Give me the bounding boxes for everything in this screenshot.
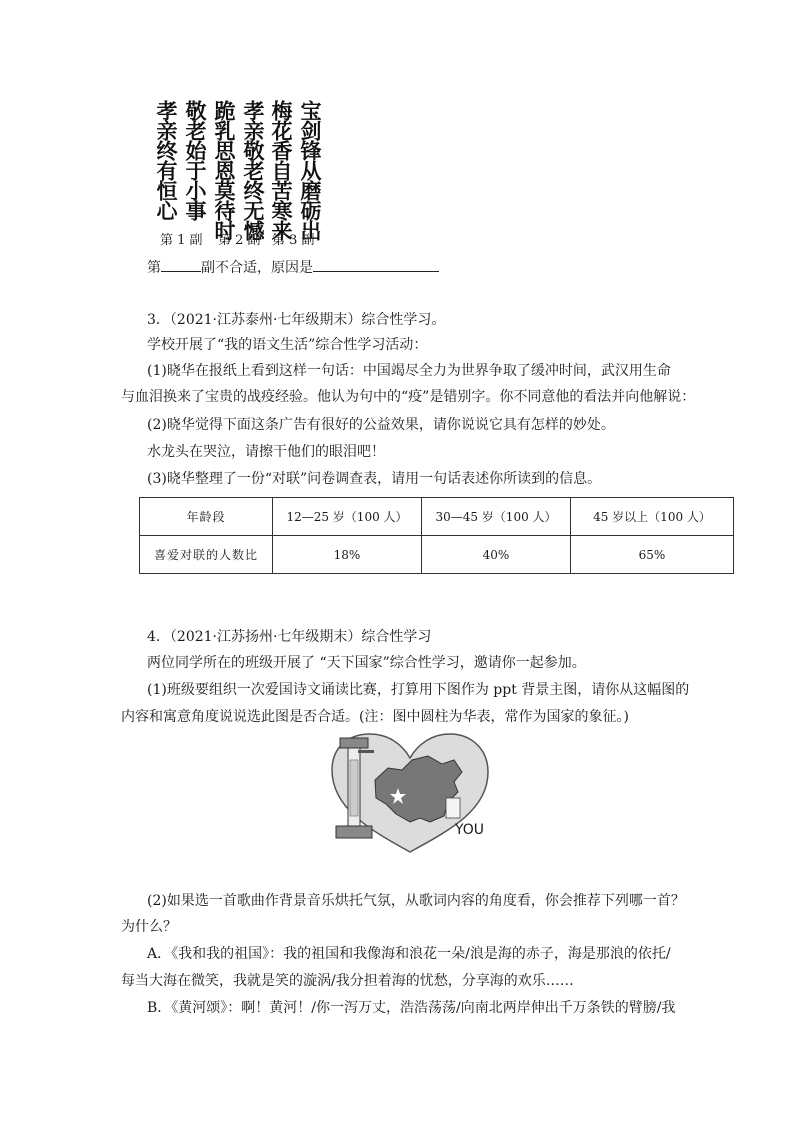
q3-intro: 学校开展了“我的语文生活”综合性学习活动： (147, 337, 428, 353)
couplet-column-3: 孝亲敬老终无憾 (241, 100, 265, 240)
q4-p1-line2: 内容和寓意角度说说选此图是否合适。(注：图中圆柱为华表，常作为国家的象征。) (121, 709, 629, 725)
couplet-column-4: 跪乳思恩莫待时 (212, 100, 236, 240)
couplet-column-1: 宝剑锋从磨砺出 (298, 100, 322, 240)
q4-p1-line1: (1)班级要组织一次爱国诗文诵读比赛，打算用下图作为 ppt 背景主图，请你从这幅图的 (147, 682, 690, 698)
q3-p2: (2)晓华觉得下面这条广告有很好的公益效果，请你说说它具有怎样的妙处。 (147, 417, 615, 433)
q4-title: 4．（2021·江苏扬州·七年级期末）综合性学习 (147, 629, 432, 645)
q3-p3: (3)晓华整理了一份“对联”问卷调查表，请用一句话表述你所读到的信息。 (147, 471, 602, 487)
table-header-col2: 30—45 岁（100 人） (422, 498, 571, 536)
table-cell: 65% (571, 536, 734, 574)
image-you-text: YOU (455, 822, 485, 838)
answer-middle: 副不合适，原因是 (201, 260, 313, 276)
table-header-col3: 45 岁以上（100 人） (571, 498, 734, 536)
q3-ad: 水龙头在哭泣，请擦干他们的眼泪吧！ (147, 444, 385, 460)
couplet-label-3: 第 3 副 (272, 233, 315, 248)
couplet-label-1: 第 1 副 (160, 233, 203, 248)
table-row-label: 喜爱对联的人数比 (140, 536, 273, 574)
q4-intro: 两位同学所在的班级开展了 “天下国家”综合性学习，邀请你一起参加。 (147, 655, 586, 671)
q3-p1-line1: (1)晓华在报纸上看到这样一句话：中国竭尽全力为世界争取了缓冲时间，武汉用生命 (147, 363, 671, 379)
table-header-age: 年龄段 (140, 498, 273, 536)
q3-title: 3．（2021·江苏泰州·七年级期末）综合性学习。 (147, 312, 446, 328)
couplet-column-5: 敬老始于小事 (183, 100, 207, 220)
q3-p1-line2: 与血泪换来了宝贵的战疫经验。他认为句中的“疫”是错别字。你不同意他的看法并向他解说： (121, 389, 696, 405)
table-header-col1: 12—25 岁（100 人） (273, 498, 422, 536)
q4-option-a-line1: A．《我和我的祖国》：我的祖国和我像海和浪花一朵/浪是海的赤子，海是那浪的依托/ (147, 946, 671, 962)
answer-prefix: 第 (147, 260, 161, 276)
survey-table (139, 497, 734, 574)
q4-p2-line1: (2)如果选一首歌曲作背景音乐烘托气氛，从歌词内容的角度看，你会推荐下列哪一首？ (147, 893, 685, 909)
table-row (140, 536, 734, 574)
q4-p2-line2: 为什么？ (121, 919, 177, 935)
table-cell: 40% (422, 536, 571, 574)
q4-option-b-line1: B．《黄河颂》：啊！黄河！/你一泻万丈，浩浩荡荡/向南北两岸伸出千万条铁的臂膀/我 (147, 1000, 676, 1016)
answer-line (147, 257, 439, 277)
couplet-label-2: 第 2 副 (218, 233, 261, 248)
answer-blank-number[interactable] (161, 257, 201, 272)
table-row (140, 498, 734, 536)
q4-option-a-line2: 每当大海在微笑，我就是笑的漩涡/我分担着海的忧愁，分享海的欢乐…… (121, 973, 574, 989)
couplet-column-2: 梅花香自苦寒来 (269, 100, 293, 240)
table-cell: 18% (273, 536, 422, 574)
answer-blank-reason[interactable] (313, 257, 439, 272)
couplet-column-6: 孝亲终有恒心 (154, 100, 178, 220)
